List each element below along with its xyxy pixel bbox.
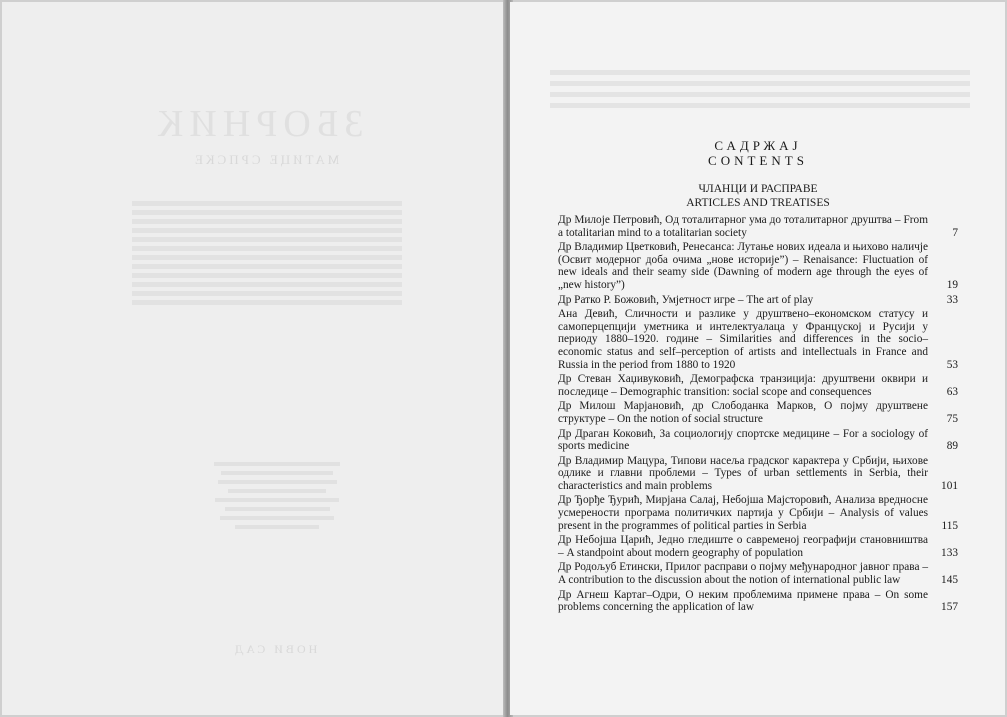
- entry-title: Др Милош Марјановић, др Слободанка Марков, О појму друштвене структуре – On the notion of social structure: [558, 400, 928, 425]
- entry-page-number: 7: [952, 226, 958, 239]
- section-heading: [558, 182, 958, 210]
- toc-heading-english: CONTENTS: [708, 153, 808, 168]
- entry-page-number: 89: [946, 440, 958, 453]
- table-of-contents: [558, 138, 958, 616]
- entry-page-number: 133: [941, 546, 958, 559]
- toc-entry[interactable]: [558, 561, 958, 586]
- toc-entry[interactable]: [558, 373, 958, 398]
- show-through-top: [550, 64, 970, 114]
- entry-title: Др Драган Коковић, За социологију спортске медицине – For a sociology of sports medicine: [558, 427, 928, 453]
- toc-entry[interactable]: [558, 294, 958, 307]
- toc-entry[interactable]: [558, 589, 958, 614]
- toc-entry[interactable]: [558, 241, 958, 291]
- toc-entry[interactable]: [558, 400, 958, 425]
- section-heading-serbian: ЧЛАНЦИ И РАСПРАВЕ: [698, 183, 818, 195]
- entry-page-number: 53: [946, 358, 958, 371]
- left-page: [2, 2, 507, 715]
- entry-page-number: 145: [941, 574, 958, 587]
- toc-entry[interactable]: [558, 534, 958, 559]
- section-heading-english: ARTICLES AND TREATISES: [686, 197, 830, 209]
- entry-title: Др Ђорђе Ђурић, Мирјана Салај, Небојша Мајсторовић, Анализа вредносне усмерености програма политичких партија у Србији – Analysis of values present in the programmes of political parties in Serbia: [558, 494, 928, 532]
- toc-entry[interactable]: [558, 308, 958, 371]
- right-page: [510, 2, 1005, 715]
- entry-page-number: 63: [946, 385, 958, 398]
- show-through-lines: [132, 197, 402, 309]
- show-through-footer: НОВИ САД: [232, 642, 318, 656]
- entry-page-number: 75: [946, 412, 958, 425]
- entry-title: Др Небојша Царић, Једно гледиште о савременој географији становништва – A standpoint about modern geography of population: [558, 534, 928, 559]
- show-through-block: [207, 457, 347, 534]
- entry-title: Др Родољуб Етински, Прилог расправи о појму међународног јавног права – A contribution to the discussion about the notion of international public law: [558, 561, 928, 587]
- entry-title: Др Агнеш Картаг–Одри, О неким проблемима примене права – On some problems concerning the application of law: [558, 588, 928, 614]
- show-through-title: ЗБОРНИК: [152, 103, 364, 145]
- entry-title: Др Стеван Хаџивуковић, Демографска транзиција: друштвени оквири и последице – Demographic transition: social scope and consequences: [558, 373, 928, 398]
- toc-entry[interactable]: [558, 214, 958, 239]
- entry-title: Ана Девић, Сличности и разлике у друштвено–економском статусу и самоперцепцији уметника и интелектуалаца у Француској и Русији у периоду 1880–1920. године – Similarities and differences in the socio–economic status and self–perception of artists and intellectuals in France and Russia in the period from 1880 to 1920: [558, 308, 928, 371]
- toc-entry[interactable]: [558, 455, 958, 493]
- toc-entry[interactable]: [558, 428, 958, 453]
- toc-entry[interactable]: [558, 494, 958, 532]
- toc-heading-serbian: САДРЖАЈ: [714, 138, 802, 153]
- entry-page-number: 101: [941, 479, 958, 492]
- toc-entries: [558, 214, 958, 614]
- entry-page-number: 115: [941, 519, 958, 532]
- entry-page-number: 157: [941, 601, 958, 614]
- entry-title: Др Ратко Р. Божовић, Умјетност игре – The art of play: [558, 293, 814, 306]
- entry-page-number: 19: [946, 278, 958, 291]
- entry-page-number: 33: [946, 293, 958, 306]
- entry-title: Др Владимир Цветковић, Ренесанса: Лутање нових идеала и њихово наличје (Освит модерног доба очима „нове историје”) – Renaisance: Fluctuation of new ideals and their seamy side (Dawning of modern age through the eyes of „new history”): [558, 241, 928, 291]
- entry-title: Др Владимир Мацура, Типови насеља градског карактера у Србији, њихове одлике и главни проблеми – Types of urban settlements in Serbia, their characteristics and main problems: [558, 454, 928, 492]
- show-through-subtitle: МАТИЦЕ СРПСКЕ: [192, 152, 340, 167]
- entry-title: Др Милоје Петровић, Од тоталитарног ума до тоталитарног друштва – From a totalitarian mind to a totalitarian society: [558, 214, 928, 239]
